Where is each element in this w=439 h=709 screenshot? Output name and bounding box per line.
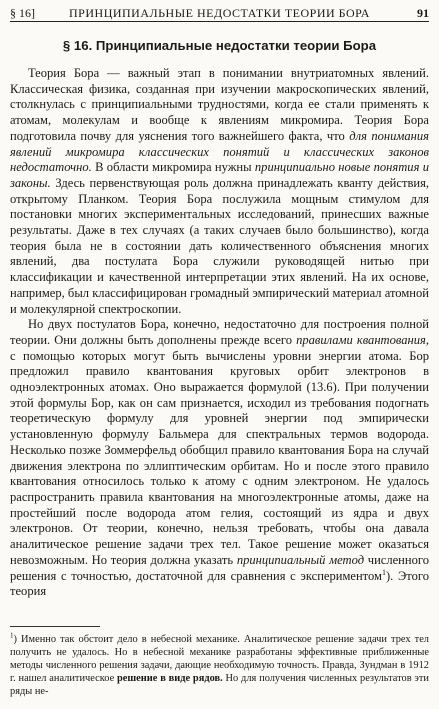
footnote-mark: 1 [10,631,14,640]
paragraph-1-text-b: В области микромира нужны [91,160,255,175]
footnote-bold-text: решение в виде рядов. [117,673,223,684]
paragraph-2-emphasis-a: правилами квантования, [296,332,429,347]
footnote-reference[interactable]: 1 [381,567,386,577]
paragraph-2-text-b: с помощью которых могут быть вычислены уровни энергии атома. Бор предложил правило квантования круговых орбит электронов в одноэлектронных атомах. Оно выражается формулой (13.6). При получении этой формулы Бор, как он сам признается, исходил из требования подогнать теоретическую формулу для уровней энергии под эмпирически установленную формулу Бальмера для спектральных термов водорода. Несколько позже Зоммерфельд обобщил правило квантования Бора на случай движения электрона по эллиптическим орбитам. Но и после этого правило квантования относилось только к атому с одним электроном. Не удалось распространить правила квантования на многоэлектронные атомы, даже на простейший после водорода атом гелия, состоящий из ядра и двух электронов. От теории, конечно, нельзя требовать, чтобы она давала аналитическое решение задачи трех тел. Такое решение может оказаться невозможным. Но теория должна указать [10,348,429,567]
paragraph-1-emphasis-a: для понимания явлений микромира классических понятий и классических законов недостаточно. [10,128,429,175]
paragraph-2-text-a: Но двух постулатов Бора, конечно, недостаточно для построения полной теории. Они должны быть дополнены прежде всего [10,317,429,347]
footnote-text-b: Но для получения численных результатов эти ряды не- [10,673,429,697]
paragraph-2-text-c: численного решения с точностью, достаточной для сравнения с экспериментом [10,552,429,583]
paragraph-1-text-c: Здесь первенствующая роль должна принадлежать кванту действия, открытому Планком. Теория Бора послужила мощным стимулом для постановки многих экспериментальных исследований, принесших важные результаты. Даже в тех случаях (а таких случаев было большинство), когда теория была не в состоянии дать количественного объяснения многих явлений, два постулата Бора служили руководящей нитью при классификации и качественной интерпретации этих явлений. На их основе, например, был классифицирован громадный эмпирический материал атомной и молекулярной спектроскопии. [10,175,429,316]
running-head [10,5,429,22]
running-title: ПРИНЦИПИАЛЬНЫЕ НЕДОСТАТКИ ТЕОРИИ БОРА [69,6,370,20]
paragraph-1 [10,66,429,317]
footnote [10,633,429,698]
paragraph-2 [10,317,429,600]
footnote-divider [10,626,100,627]
footnote-text-a: ) Именно так обстоит дело в небесной механике. Аналитическое решение задачи трех тел получить не удалось. Но в небесной механике разработаны эффективные приближенные методы численного решения задачи, дающие необходимую точность. Правда, Зундман в 1912 г. нашел аналитическое [10,634,429,684]
section-title: § 16. Принципиальные недостатки теории Бора [62,38,377,53]
page-number: 91 [417,6,429,20]
paragraph-1-text-a: Теория Бора — важный этап в понимании внутриатомных явлений. Классическая физика, созданная при изучении макроскопических явлений, столкнулась с принципиальными трудностями, когда ее стали применять к атомам, молекулам и вообще к явлениям микромира. Теория Бора подготовила почву для уяснения того важнейшего факта, что [10,66,429,143]
section-reference: § 16] [10,6,35,20]
paragraph-2-text-d: ). Этого теория [10,568,429,599]
paragraph-2-emphasis-b: принципиальный метод [236,552,365,567]
paragraph-1-emphasis-b: принципиально новые понятия и законы. [10,160,429,190]
body-text [10,66,429,600]
